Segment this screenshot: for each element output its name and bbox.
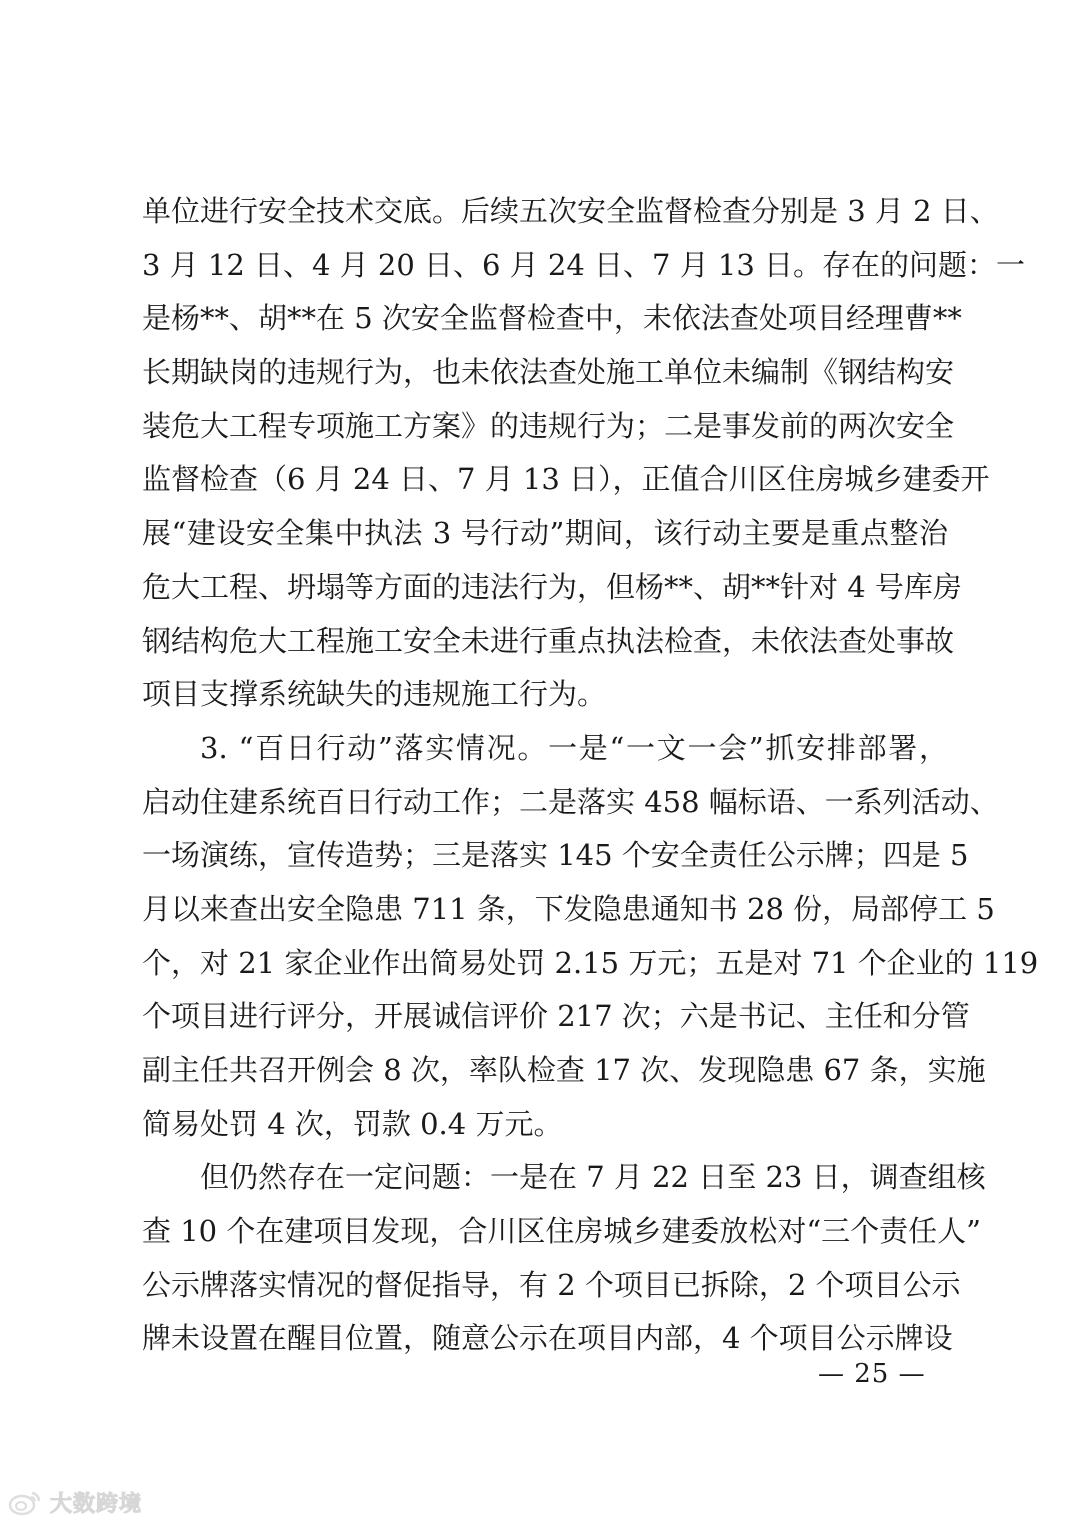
text-line: 副主任共召开例会 8 次，率队检查 17 次、发现隐患 67 条，实施 [142, 1053, 986, 1087]
text-line: 启动住建系统百日行动工作；二是落实 458 幅标语、一系列活动、 [142, 784, 999, 819]
document-body [142, 185, 1039, 1366]
text-line: 是杨**、胡**在 5 次安全监督检查中，未依法查处项目经理曹** [142, 301, 962, 336]
text-line: 公示牌落实情况的督促指导，有 2 个项目已拆除，2 个项目公示 [142, 1267, 961, 1302]
text-line: 查 10 个在建项目发现，合川区住房城乡建委放松对“三个责任人” [142, 1214, 981, 1249]
text-line: 单位进行安全技术交底。后续五次安全监督检查分别是 3 月 2 日、 [142, 194, 999, 228]
text-line: 展“建设安全集中执法 3 号行动”期间，该行动主要是重点整治 [142, 516, 948, 551]
text-line: 一场演练，宣传造势；三是落实 145 个安全责任公示牌；四是 5 [142, 838, 969, 873]
text-line: 3. “百日行动”落实情况。一是“一文一会”抓安排部署， [200, 730, 948, 765]
watermark [8, 1487, 142, 1518]
text-line: 项目支撑系统缺失的违规施工行为。 [142, 677, 607, 712]
text-line: 长期缺岗的违规行为，也未依法查处施工单位未编制《钢结构安 [142, 355, 955, 390]
text-line: 危大工程、坍塌等方面的违法行为，但杨**、胡**针对 4 号库房 [142, 569, 962, 604]
page-number: — 25 — [818, 1359, 926, 1389]
text-line: 但仍然存在一定问题：一是在 7 月 22 日至 23 日，调查组核 [200, 1160, 986, 1195]
watermark-text: 大数跨境 [50, 1492, 143, 1517]
text-line: 月以来查出安全隐患 711 条，下发隐患通知书 28 份，局部停工 5 [142, 891, 995, 926]
text-line: 装危大工程专项施工方案》的违规行为；二是事发前的两次安全 [142, 408, 955, 443]
text-line: 个，对 21 家企业作出简易处罚 2.15 万元；五是对 71 个企业的 119 [142, 945, 1039, 980]
text-line: 3 月 12 日、4 月 20 日、6 月 24 日、7 月 13 日。存在的问题：一 [142, 247, 1026, 282]
text-line: 个项目进行评分，开展诚信评价 217 次；六是书记、主任和分管 [142, 999, 970, 1034]
text-line: 牌未设置在醒目位置，随意公示在项目内部，4 个项目公示牌设 [142, 1321, 953, 1356]
text-line: 简易处罚 4 次，罚款 0.4 万元。 [142, 1106, 563, 1141]
weibo-eye-logo-icon [8, 1490, 42, 1516]
text-line: 监督检查（6 月 24 日、7 月 13 日），正值合川区住房城乡建委开 [142, 462, 990, 497]
text-line: 钢结构危大工程施工安全未进行重点执法检查，未依法查处事故 [142, 623, 955, 658]
